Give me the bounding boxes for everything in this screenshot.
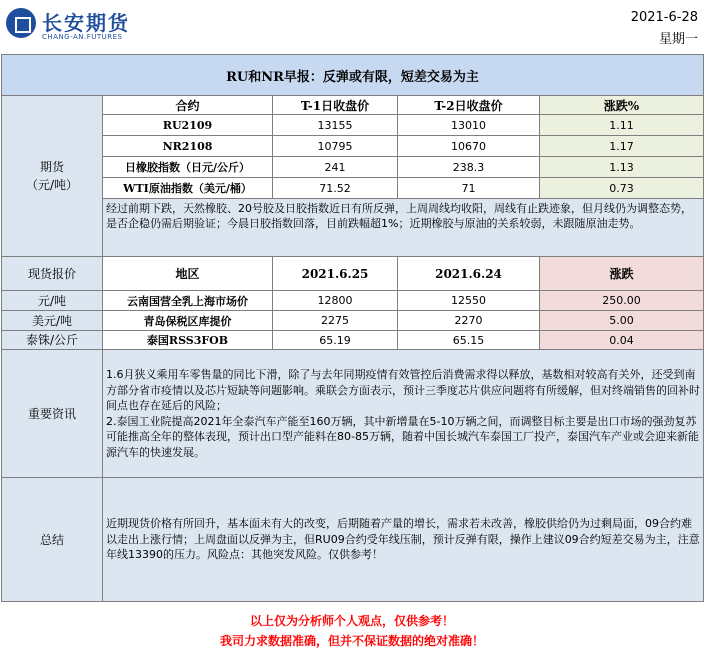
futures-change-value: 1.17 [540, 136, 704, 157]
futures-contract-ru2109: RU2109 [103, 115, 273, 136]
spot-header-region: 地区 [103, 257, 273, 291]
futures-t2-value: 13010 [398, 115, 540, 136]
futures-header-t2: T-2日收盘价 [398, 96, 540, 115]
spot-unit: 泰铢/公斤 [2, 331, 103, 350]
brand-subtitle: CHANG-AN.FUTURES [42, 33, 123, 41]
futures-change-value: 1.11 [540, 115, 704, 136]
futures-t1-value: 241 [273, 157, 398, 178]
brand-name: 长安期货 [42, 11, 130, 35]
report-weekday: 星期一 [658, 32, 698, 47]
spot-unit: 美元/吨 [2, 311, 103, 331]
futures-contract-japan-rubber-index: 日橡胶指数（日元/公斤） [103, 157, 273, 178]
spot-price-date2: 12550 [398, 291, 540, 311]
spot-header-change: 涨跌 [540, 257, 704, 291]
futures-header-t1: T-1日收盘价 [273, 96, 398, 115]
report-date: 2021-6-28 [630, 10, 698, 25]
news-item-1: 1.6月狭义乘用车零售量的同比下滑，除了与去年同期疫情有效管控后消费需求得以释放，基数相对较高有关外，还受到南方部分省市疫情以及芯片短缺等问题影响。乘联会方面表示，预计三季度芯片供应问题将有所缓解，但对终端销售的回补时间点也存在延后的风险； [106, 368, 700, 412]
brand-logo-icon [6, 8, 36, 38]
futures-contract-nr2108: NR2108 [103, 136, 273, 157]
futures-t2-value: 10670 [398, 136, 540, 157]
futures-change-value: 0.73 [540, 178, 704, 199]
spot-price-date2: 65.15 [398, 331, 540, 350]
spot-change: 5.00 [540, 311, 704, 331]
futures-t2-value: 238.3 [398, 157, 540, 178]
disclaimer-line-1: 以上仅为分析师个人观点，仅供参考！ [249, 614, 454, 628]
page-header [0, 0, 704, 52]
spot-unit: 元/吨 [2, 291, 103, 311]
summary-label: 总结 [2, 478, 103, 602]
spot-region: 泰国RSS3FOB [103, 331, 273, 350]
futures-label-line1: 期货 [39, 160, 64, 174]
futures-header-contract: 合约 [103, 96, 273, 115]
futures-section-label [2, 96, 103, 257]
futures-t1-value: 71.52 [273, 178, 398, 199]
news-text [103, 350, 704, 478]
spot-change: 250.00 [540, 291, 704, 311]
futures-t1-value: 13155 [273, 115, 398, 136]
summary-text: 近期现货价格有所回升，基本面未有大的改变，后期随着产量的增长，需求若未改善，橡胶供给仍为过剩局面，09合约难以走出上涨行情；上周盘面以反弹为主，但RU09合约受年线压制，预计反弹有限，操作上建议09合约短差交易为主，注意年线13390的压力。风险点：其他突发风险。仅供参考！ [103, 478, 704, 602]
spot-header-date1: 2021.6.25 [273, 257, 398, 291]
spot-region: 云南国营全乳上海市场价 [103, 291, 273, 311]
news-label: 重要资讯 [2, 350, 103, 478]
spot-price-date2: 2270 [398, 311, 540, 331]
spot-region: 青岛保税区库提价 [103, 311, 273, 331]
disclaimer-line-2: 我司力求数据准确，但并不保证数据的绝对准确！ [219, 634, 484, 648]
futures-commentary: 经过前期下跌，天然橡胶、20号胶及日胶指数近日有所反弹，上周周线均收阳，周线有止跌迹象，但月线仍为调整态势，是否企稳仍需后期验证；今晨日胶指数回落，目前跌幅超1%；近期橡胶与原油的关系较弱，未跟随原油走势。 [103, 199, 704, 257]
futures-t2-value: 71 [398, 178, 540, 199]
spot-price-date1: 12800 [273, 291, 398, 311]
futures-contract-wti-index: WTI原油指数（美元/桶） [103, 178, 273, 199]
futures-change-value: 1.13 [540, 157, 704, 178]
futures-t1-value: 10795 [273, 136, 398, 157]
futures-header-change: 涨跌% [540, 96, 704, 115]
spot-change: 0.04 [540, 331, 704, 350]
spot-price-date1: 65.19 [273, 331, 398, 350]
news-item-2: 2.泰国工业院提高2021年全泰汽车产能至160万辆，其中新增量在5-10万辆之间，而调整目标主要是出口市场的强劲复苏可能推高全年的整体表现，预计出口型产能料在80-85万辆，随着中国长城汽车泰国工厂投产，泰国汽车产业或会迎来新能源汽车的快速发展。 [106, 414, 699, 459]
report-title: RU和NR早报：反弹或有限，短差交易为主 [2, 55, 704, 96]
spot-header-date2: 2021.6.24 [398, 257, 540, 291]
futures-label-line2: （元/吨） [25, 178, 79, 192]
report-table [1, 54, 704, 602]
spot-price-date1: 2275 [273, 311, 398, 331]
spot-header-label: 现货报价 [2, 257, 103, 291]
